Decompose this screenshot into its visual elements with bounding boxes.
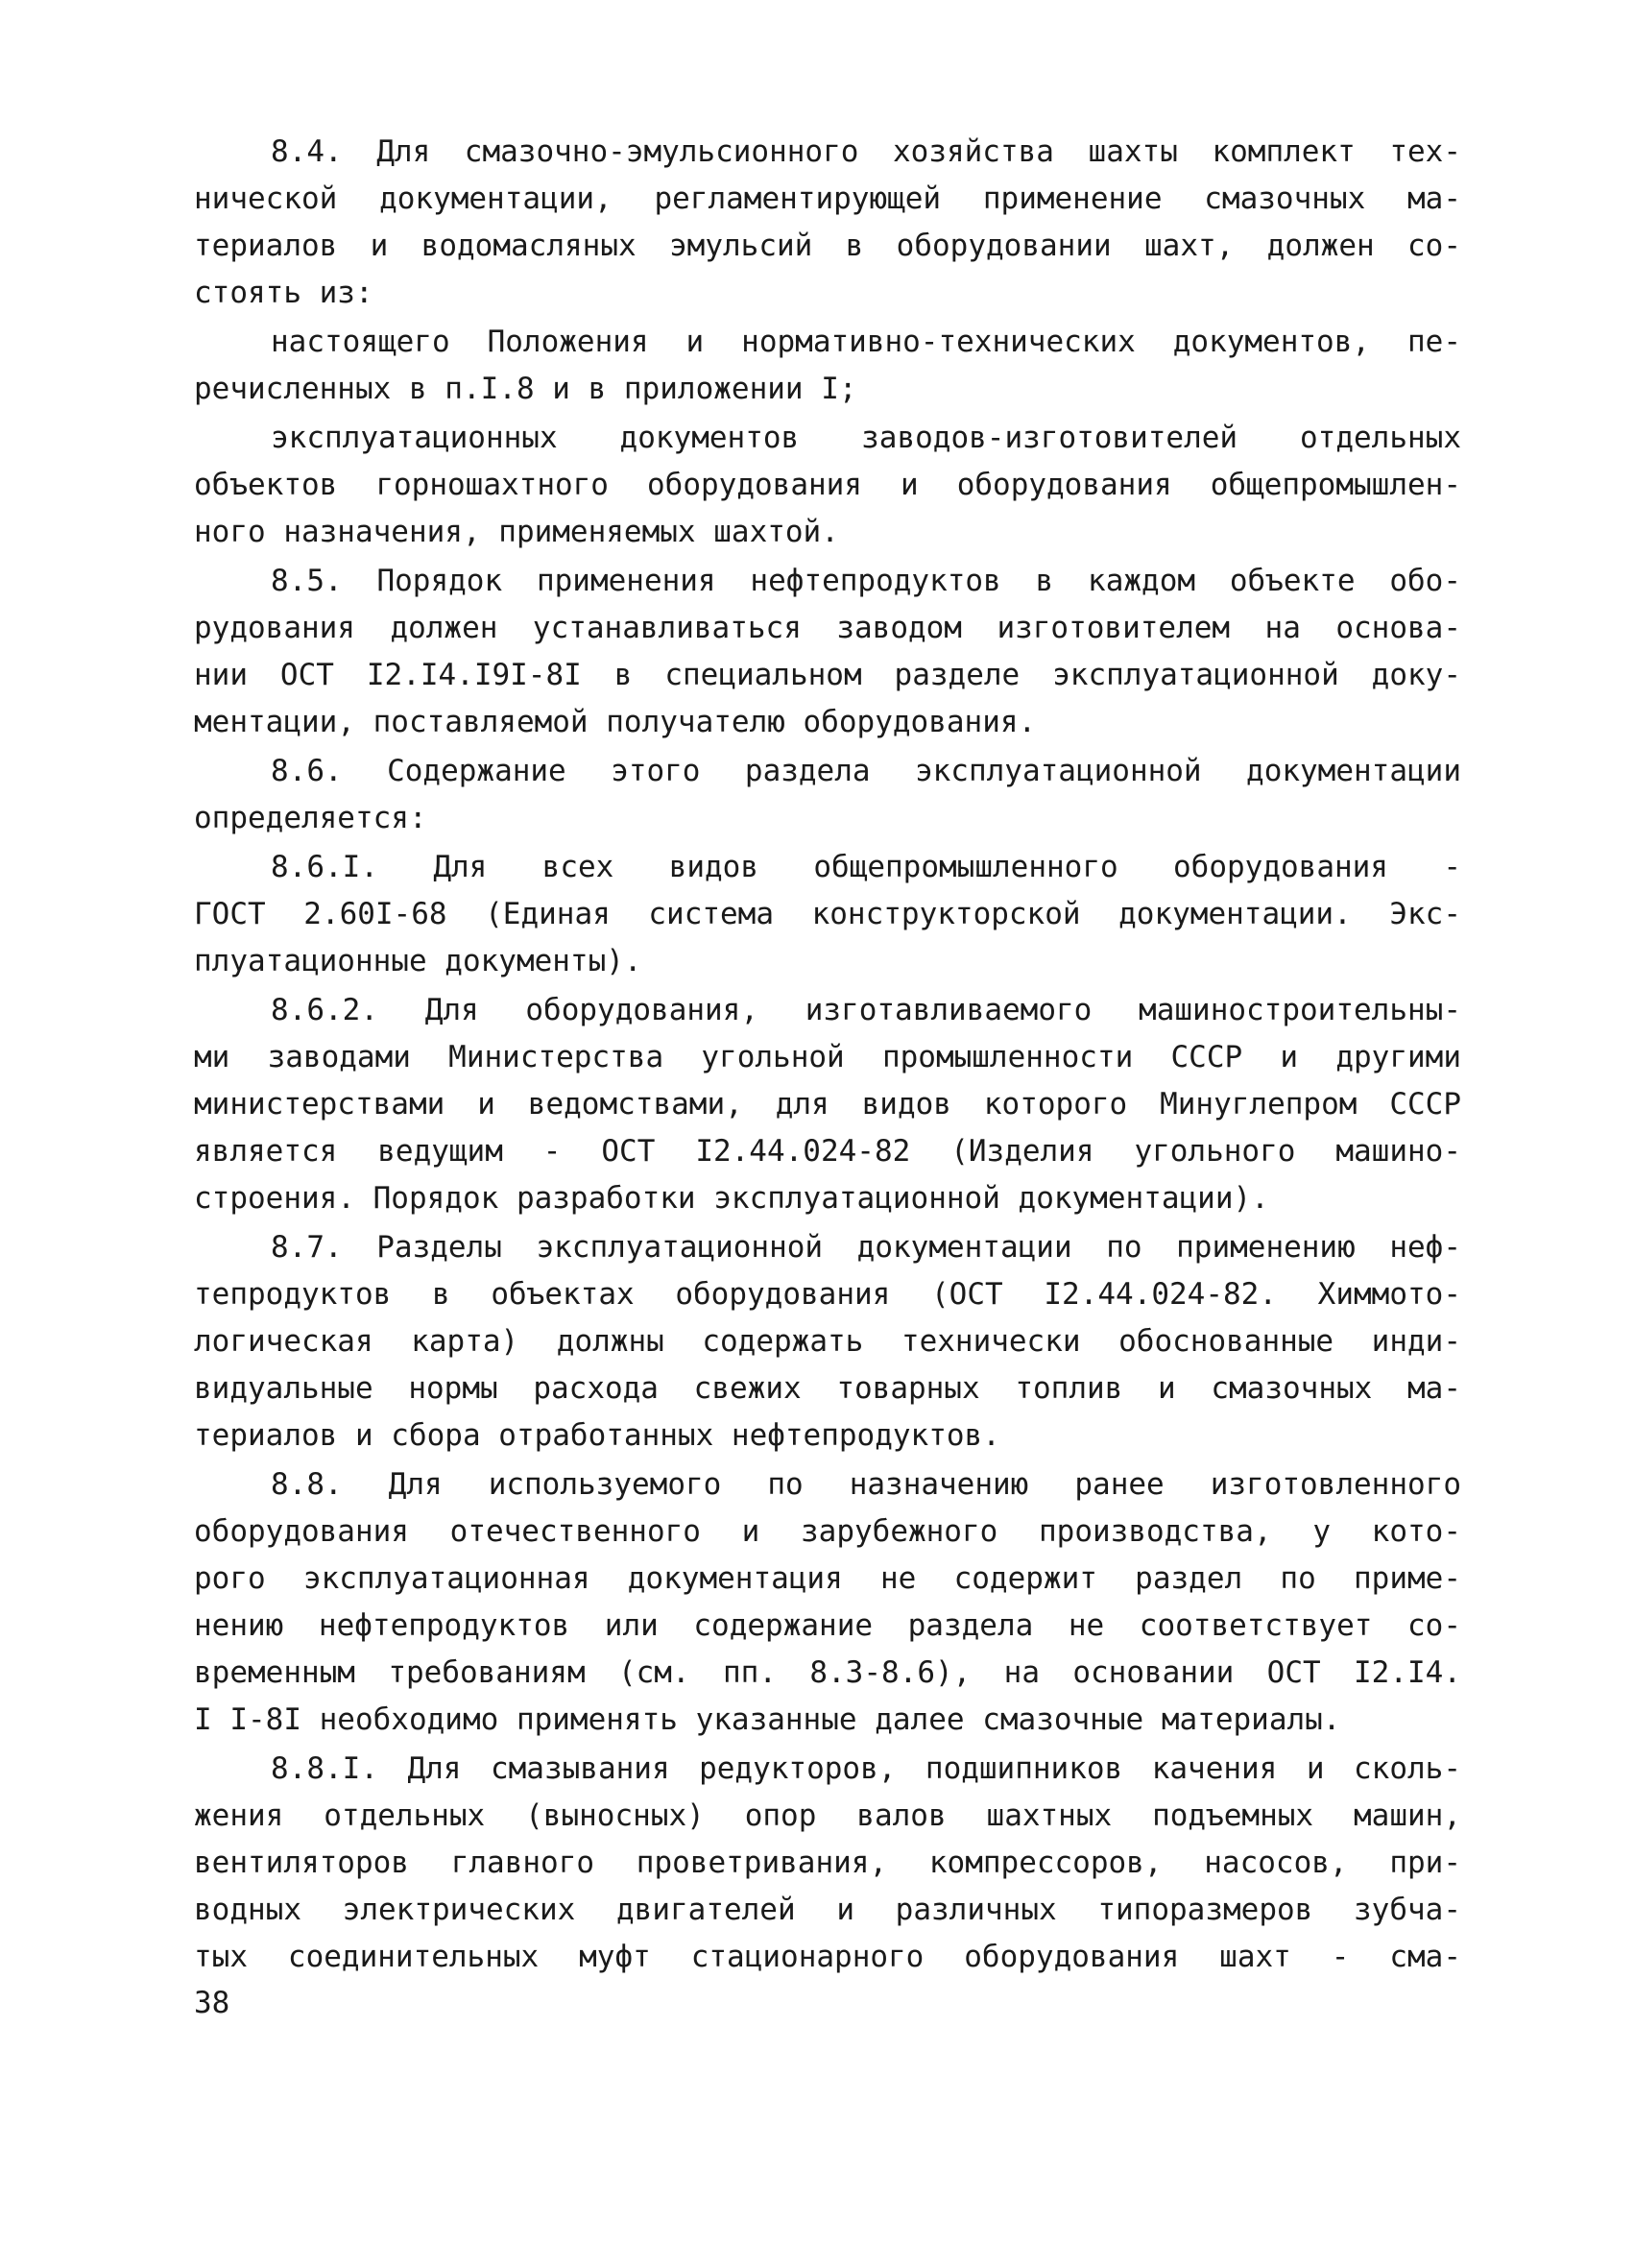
text-line: настоящего Положения и нормативно-технических документов, пе-	[271, 325, 1461, 359]
text-line: водных электрических двигателей и различных типоразмеров зубча-	[194, 1893, 1461, 1927]
paragraph-8-5	[194, 558, 1461, 746]
text-line: ГОСТ 2.60I-68 (Единая система конструкторской документации. Экс-	[194, 897, 1461, 931]
text-line: объектов горношахтного оборудования и оборудования общепромышлен-	[194, 468, 1461, 502]
text-line: ного назначения, применяемых шахтой.	[194, 515, 839, 549]
text-line: вентиляторов главного проветривания, компрессоров, насосов, при-	[194, 1846, 1461, 1880]
text-line: является ведущим - ОСТ I2.44.024-82 (Изделия угольного машино-	[194, 1134, 1461, 1169]
text-line: 8.6. Содержание этого раздела эксплуатационной документации	[271, 754, 1461, 788]
text-line: эксплуатационных документов заводов-изготовителей отдельных	[271, 421, 1461, 455]
text-line: оборудования отечественного и зарубежного производства, у кото-	[194, 1514, 1461, 1549]
text-line: видуальные нормы расхода свежих товарных топлив и смазочных ма-	[194, 1371, 1461, 1406]
paragraph-8-6	[194, 748, 1461, 842]
paragraph-8-6-1	[194, 844, 1461, 985]
text-line: 8.6.2. Для оборудования, изготавливаемого машиностроительны-	[271, 993, 1461, 1027]
paragraph-8-7	[194, 1224, 1461, 1460]
text-line: определяется:	[194, 801, 427, 835]
text-line: министерствами и ведомствами, для видов которого Минуглепром СССР	[194, 1087, 1461, 1122]
text-line: тепродуктов в объектах оборудования (ОСТ I2.44.024-82. Химмото-	[194, 1277, 1461, 1312]
text-line: I I-8I необходимо применять указанные далее смазочные материалы.	[194, 1702, 1341, 1737]
paragraph-8-4-item-operational	[194, 415, 1461, 556]
paragraph-8-8	[194, 1461, 1461, 1744]
text-line: тых соединительных муфт стационарного оборудования шахт - сма-	[194, 1940, 1461, 1974]
text-line: 8.4. Для смазочно-эмульсионного хозяйства шахты комплект тех-	[271, 134, 1461, 169]
text-line: плуатационные документы).	[194, 944, 642, 978]
text-line: 8.8. Для используемого по назначению ранее изготовленного	[271, 1467, 1461, 1502]
text-line: строения. Порядок разработки эксплуатационной документации).	[194, 1181, 1269, 1216]
text-line: нению нефтепродуктов или содержание раздела не соответствует со-	[194, 1608, 1461, 1643]
text-line: териалов и водомасляных эмульсий в оборудовании шахт, должен со-	[194, 229, 1461, 263]
text-line: рого эксплуатационная документация не содержит раздел по приме-	[194, 1561, 1461, 1596]
text-line: рудования должен устанавливаться заводом изготовителем на основа-	[194, 611, 1461, 645]
text-line: ментации, поставляемой получателю оборудования.	[194, 705, 1037, 739]
text-line: 8.6.I. Для всех видов общепромышленного оборудования -	[271, 850, 1461, 884]
text-line: 8.5. Порядок применения нефтепродуктов в каждом объекте обо-	[271, 564, 1461, 598]
text-line: нии ОСТ I2.I4.I9I-8I в специальном разделе эксплуатационной доку-	[194, 658, 1461, 692]
paragraph-8-4-item-normative	[194, 319, 1461, 413]
paragraph-8-4	[194, 129, 1461, 317]
text-line: 8.8.I. Для смазывания редукторов, подшипников качения и сколь-	[271, 1751, 1461, 1786]
text-line: 8.7. Разделы эксплуатационной документации по применению неф-	[271, 1230, 1461, 1265]
text-line: териалов и сбора отработанных нефтепродуктов.	[194, 1418, 1000, 1453]
text-line: логическая карта) должны содержать технически обоснованные инди-	[194, 1324, 1461, 1359]
document-body	[194, 129, 1461, 1981]
text-line: ми заводами Министерства угольной промышленности СССР и другими	[194, 1040, 1461, 1074]
text-line: жения отдельных (выносных) опор валов шахтных подъемных машин,	[194, 1798, 1461, 1833]
page-number: 38	[194, 1986, 230, 2020]
text-line: временным требованиям (см. пп. 8.3-8.6), на основании ОСТ I2.I4.	[194, 1655, 1461, 1690]
paragraph-8-6-2	[194, 987, 1461, 1222]
text-line: нической документации, регламентирующей применение смазочных ма-	[194, 181, 1461, 216]
text-line: речисленных в п.I.8 и в приложении I;	[194, 372, 857, 406]
text-line: стоять из:	[194, 276, 373, 310]
paragraph-8-8-1	[194, 1746, 1461, 1981]
